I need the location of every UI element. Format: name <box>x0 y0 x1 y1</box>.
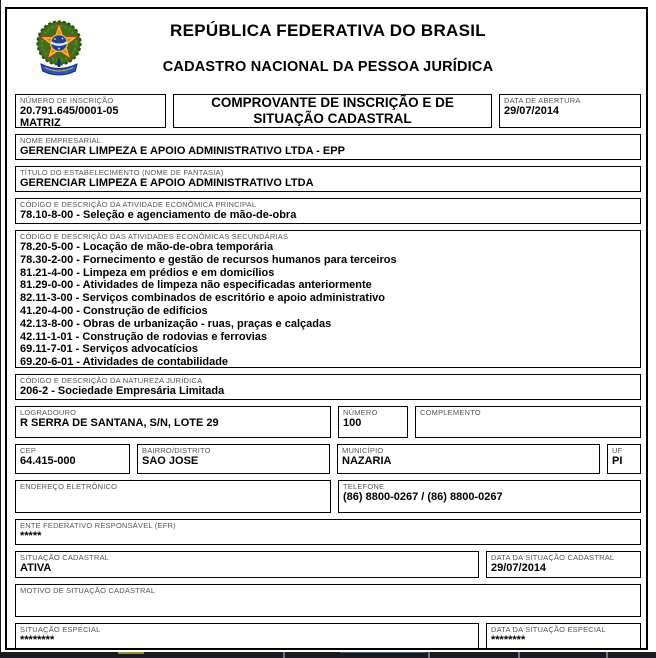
field-logradouro <box>15 406 331 438</box>
field-natureza-juridica <box>15 374 641 400</box>
field-data-situacao-cadastral <box>486 551 641 578</box>
field-label: CÓDIGO E DESCRIÇÃO DA ATIVIDADE ECONÔMICA PRINCIPAL <box>20 200 257 209</box>
sliver-separator <box>283 652 285 658</box>
republic-title: REPÚBLICA FEDERATIVA DO BRASIL <box>170 21 486 40</box>
municipio-value: NAZARIA <box>342 455 392 467</box>
field-label: NOME EMPRESARIAL <box>20 136 102 145</box>
field-label: TELEFONE <box>343 482 385 491</box>
row-atividade-principal <box>15 198 641 224</box>
field-label: DATA DA SITUAÇÃO CADASTRAL <box>491 553 615 562</box>
field-situacao-especial <box>15 623 479 649</box>
field-label: BAIRRO/DISTRITO <box>142 446 211 455</box>
field-label: NÚMERO DE INSCRIÇÃO <box>20 96 114 105</box>
atividade-secundaria-line: 81.21-4-00 - Limpeza em prédios e em domicílios <box>20 266 275 279</box>
row-motivo-situacao <box>15 584 641 617</box>
cutoff-taskbar-sliver <box>0 652 656 658</box>
field-label: UF <box>612 446 623 455</box>
field-label: LOGRADOURO <box>20 408 77 417</box>
field-numero <box>338 406 408 438</box>
brazil-coat-of-arms-icon <box>28 15 90 88</box>
field-label: CEP <box>20 446 37 455</box>
field-label: TÍTULO DO ESTABELECIMENTO (NOME DE FANTASIA) <box>20 168 224 177</box>
field-situacao-cadastral <box>15 551 479 578</box>
sliver-highlight <box>118 652 144 654</box>
titulo-estabelecimento-value: GERENCIAR LIMPEZA E APOIO ADMINISTRATIVO LTDA <box>20 177 314 189</box>
sliver-separator <box>606 652 608 658</box>
field-label: DATA DA SITUAÇÃO ESPECIAL <box>491 625 606 634</box>
document-header <box>15 11 641 88</box>
inscricao-tipo: MATRIZ <box>20 117 61 128</box>
comprovante-line2: SITUAÇÃO CADASTRAL <box>253 110 412 126</box>
field-comprovante-title <box>173 94 492 128</box>
atividade-secundaria-line: 78.30-2-00 - Fornecimento e gestão de recursos humanos para terceiros <box>20 253 397 266</box>
field-label: ENTE FEDERATIVO RESPONSÁVEL (EFR) <box>20 521 176 530</box>
row-titulo-estabelecimento <box>15 166 641 192</box>
field-label: CÓDIGO E DESCRIÇÃO DA NATUREZA JURÍDICA <box>20 376 203 385</box>
situacao-cadastral-value: ATIVA <box>20 562 52 574</box>
atividade-secundaria-line: 42.13-8-00 - Obras de urbanização - ruas, praças e calçadas <box>20 317 332 330</box>
field-label: NÚMERO <box>343 408 378 417</box>
atividade-secundaria-line: 69.20-6-01 - Atividades de contabilidade <box>20 356 229 368</box>
field-data-situacao-especial <box>486 623 641 649</box>
field-label: CÓDIGO E DESCRIÇÃO DAS ATIVIDADES ECONÔMICAS SECUNDÁRIAS <box>20 232 289 241</box>
row-nome-empresarial <box>15 134 641 160</box>
field-nome-empresarial <box>15 134 641 160</box>
sliver-highlight-line <box>340 652 426 653</box>
window-left-edge <box>0 0 1 652</box>
field-motivo-situacao <box>15 584 641 617</box>
atividade-secundaria-line: 42.11-1-01 - Construção de rodovias e ferrovias <box>20 330 267 343</box>
field-endereco-eletronico <box>15 480 331 513</box>
field-telefone <box>338 480 641 513</box>
field-atividades-secundarias <box>15 230 641 368</box>
field-municipio <box>337 444 600 474</box>
registry-title: CADASTRO NACIONAL DA PESSOA JURÍDICA <box>162 59 494 75</box>
sliver-separator <box>428 652 430 658</box>
field-label: ENDEREÇO ELETRÔNICO <box>20 482 118 491</box>
row-natureza-juridica <box>15 374 641 400</box>
field-label: DATA DE ABERTURA <box>504 96 581 105</box>
row-situacao-cadastral <box>15 551 641 578</box>
row-contato <box>15 480 641 513</box>
situacao-especial-value: ******** <box>20 634 55 646</box>
row-identification <box>15 94 641 128</box>
field-label: MUNICÍPIO <box>342 446 384 455</box>
numero-value: 100 <box>343 417 362 429</box>
data-situacao-cadastral-value: 29/07/2014 <box>491 562 547 574</box>
field-label: SITUAÇÃO ESPECIAL <box>20 625 101 634</box>
cep-value: 64.415-000 <box>20 455 76 467</box>
field-label: COMPLEMENTO <box>420 408 481 417</box>
field-label: MOTIVO DE SITUAÇÃO CADASTRAL <box>20 586 156 595</box>
field-atividade-principal <box>15 198 641 224</box>
field-complemento <box>415 406 641 438</box>
atividade-secundaria-line: 41.20-4-00 - Construção de edifícios <box>20 304 208 317</box>
natureza-juridica-value: 206-2 - Sociedade Empresária Limitada <box>20 385 225 397</box>
atividade-secundaria-line: 81.29-0-00 - Atividades de limpeza não especificadas anteriormente <box>20 279 372 292</box>
inscricao-number: 20.791.645/0001-05 <box>20 105 119 117</box>
field-data-abertura <box>499 94 641 128</box>
field-numero-inscricao <box>15 94 166 128</box>
atividade-secundaria-line: 82.11-3-00 - Serviços combinados de escritório e apoio administrativo <box>20 292 385 305</box>
row-atividades-secundarias <box>15 230 641 368</box>
row-situacao-especial <box>15 623 641 649</box>
row-cep-bairro-municipio <box>15 444 641 474</box>
logradouro-value: R SERRA DE SANTANA, S/N, LOTE 29 <box>20 417 219 429</box>
abertura-date: 29/07/2014 <box>504 105 560 117</box>
atividade-principal-value: 78.10-8-00 - Seleção e agenciamento de mão-de-obra <box>20 209 297 221</box>
atividades-secundarias-list <box>20 241 636 368</box>
field-efr <box>15 519 641 545</box>
field-label: SITUAÇÃO CADASTRAL <box>20 553 110 562</box>
nome-empresarial-value: GERENCIAR LIMPEZA E APOIO ADMINISTRATIVO LTDA - EPP <box>20 145 345 157</box>
sliver-separator <box>518 652 520 658</box>
comprovante-line1: COMPROVANTE DE INSCRIÇÃO E DE <box>211 94 454 110</box>
atividade-secundaria-line: 69.11-7-01 - Serviços advocatícios <box>20 343 198 356</box>
row-efr <box>15 519 641 545</box>
efr-value: ***** <box>20 530 42 542</box>
atividade-secundaria-line: 78.20-5-00 - Locação de mão-de-obra temporária <box>20 241 274 253</box>
telefone-value: (86) 8800-0267 / (86) 8800-0267 <box>343 491 503 503</box>
field-uf <box>607 444 641 474</box>
field-bairro <box>137 444 330 474</box>
uf-value: PI <box>612 455 623 467</box>
cnpj-certificate <box>15 11 641 649</box>
field-titulo-estabelecimento <box>15 166 641 192</box>
field-cep <box>15 444 130 474</box>
data-situacao-especial-value: ******** <box>491 634 526 646</box>
row-endereco <box>15 406 641 438</box>
bairro-value: SAO JOSE <box>142 455 199 467</box>
